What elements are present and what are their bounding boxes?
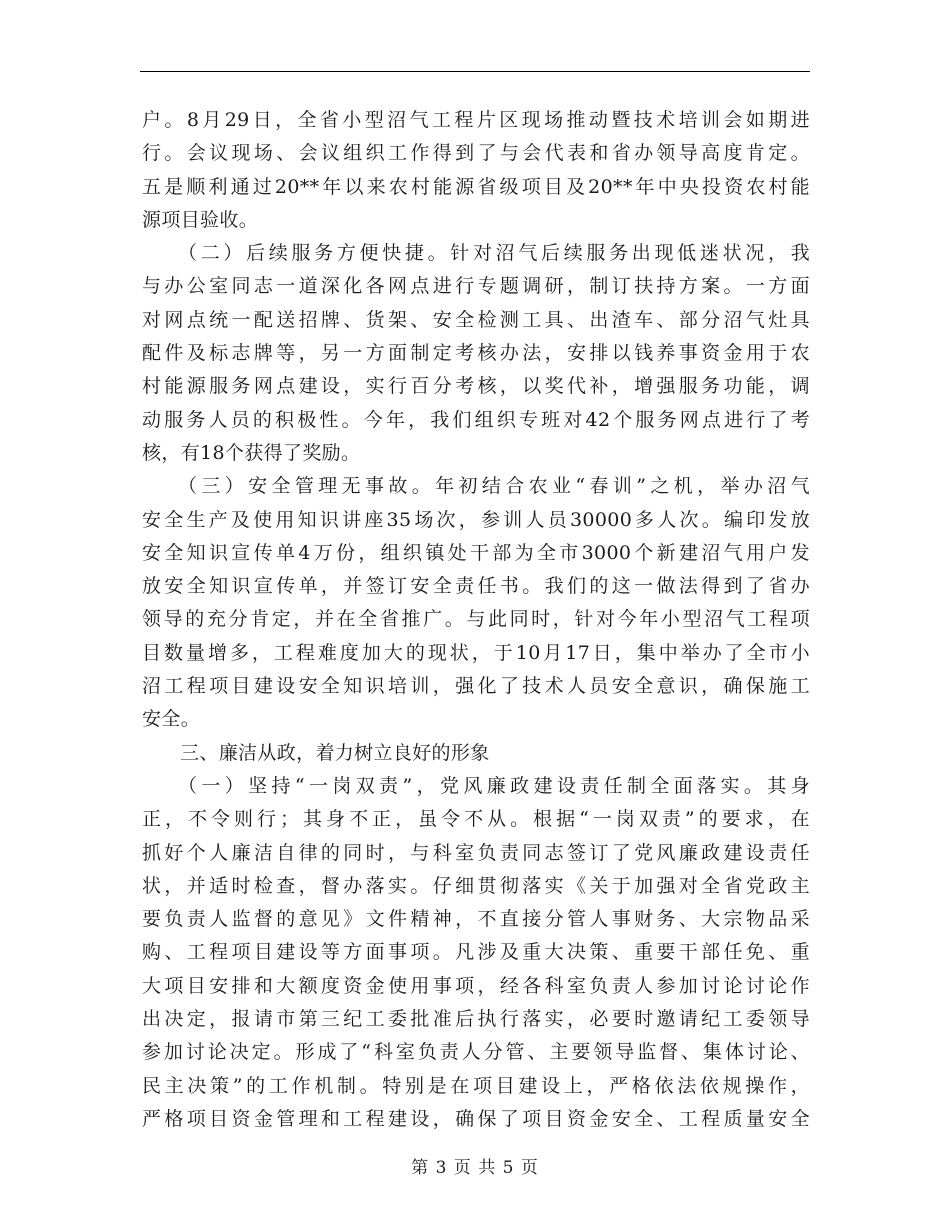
text-line: 放安全知识宣传单，并签订安全责任书。我们的这一做法得到了省办 [142,575,810,598]
text-line: 大项目安排和大额度资金使用事项，经各科室负责人参加讨论讨论作 [142,974,810,997]
text-line: 目数量增多，工程难度加大的现状，于10月17日，集中举办了全市小 [142,641,810,664]
text-line: 村能源服务网点建设，实行百分考核，以奖代补，增强服务功能，调 [142,375,810,398]
text-line: 参加讨论决定。形成了“科室负责人分管、主要领导监督、集体讨论、 [142,1041,810,1064]
text-line: 动服务人员的积极性。今年，我们组织专班对42个服务网点进行了考 [142,408,810,431]
text-line: （一）坚持“一岗双责”，党风廉政建设责任制全面落实。其身 [178,774,810,797]
text-line: 配件及标志牌等，另一方面制定考核办法，安排以钱养事资金用于农 [142,342,810,365]
page-number-footer: 第 3 页 共 5 页 [411,1158,539,1178]
text-line: 要负责人监督的意见》文件精神，不直接分管人事财务、大宗物品采 [142,908,810,931]
text-line: 安全生产及使用知识讲座35场次，参训人员30000多人次。编印发放 [142,508,810,531]
text-line: 三、廉洁从政，着力树立良好的形象 [180,741,490,764]
text-line: 对网点统一配送招牌、货架、安全检测工具、出渣车、部分沼气灶具 [142,308,810,331]
text-line: （三）安全管理无事故。年初结合农业“春训”之机，举办沼气 [178,475,810,498]
text-line: 民主决策”的工作机制。特别是在项目建设上，严格依法依规操作， [142,1074,810,1097]
text-line: 状，并适时检查，督办落实。仔细贯彻落实《关于加强对全省党政主 [142,874,810,897]
text-line: 行。会议现场、会议组织工作得到了与会代表和省办领导高度肯定。 [142,142,810,165]
text-line: 五是顺利通过20**年以来农村能源省级项目及20**年中央投资农村能 [142,175,810,198]
text-line: 抓好个人廉洁自律的同时，与科室负责同志签订了党风廉政建设责任 [142,841,810,864]
text-line: 安全。 [142,708,201,731]
text-line: 正，不令则行；其身不正，虽令不从。根据“一岗双责”的要求，在 [142,808,810,831]
header-rule [140,71,810,72]
text-line: 核，有18个获得了奖励。 [142,441,361,464]
document-body [142,104,810,1136]
text-line: 与办公室同志一道深化各网点进行专题调研，制订扶持方案。一方面 [142,275,810,298]
text-line: （二）后续服务方便快捷。针对沼气后续服务出现低迷状况，我 [178,242,810,265]
text-line: 严格项目资金管理和工程建设，确保了项目资金安全、工程质量安全 [142,1107,810,1130]
text-line: 源项目验收。 [142,208,259,231]
text-line: 沼工程项目建设安全知识培训，强化了技术人员安全意识，确保施工 [142,675,810,698]
text-line: 户。8月29日，全省小型沼气工程片区现场推动暨技术培训会如期进 [142,109,810,131]
text-line: 购、工程项目建设等方面事项。凡涉及重大决策、重要干部任免、重 [142,941,810,964]
text-line: 安全知识宣传单4万份，组织镇处干部为全市3000个新建沼气用户发 [142,541,810,564]
text-line: 领导的充分肯定，并在全省推广。与此同时，针对今年小型沼气工程项 [142,608,810,631]
text-line: 出决定，报请市第三纪工委批准后执行落实，必要时邀请纪工委领导 [142,1008,810,1031]
